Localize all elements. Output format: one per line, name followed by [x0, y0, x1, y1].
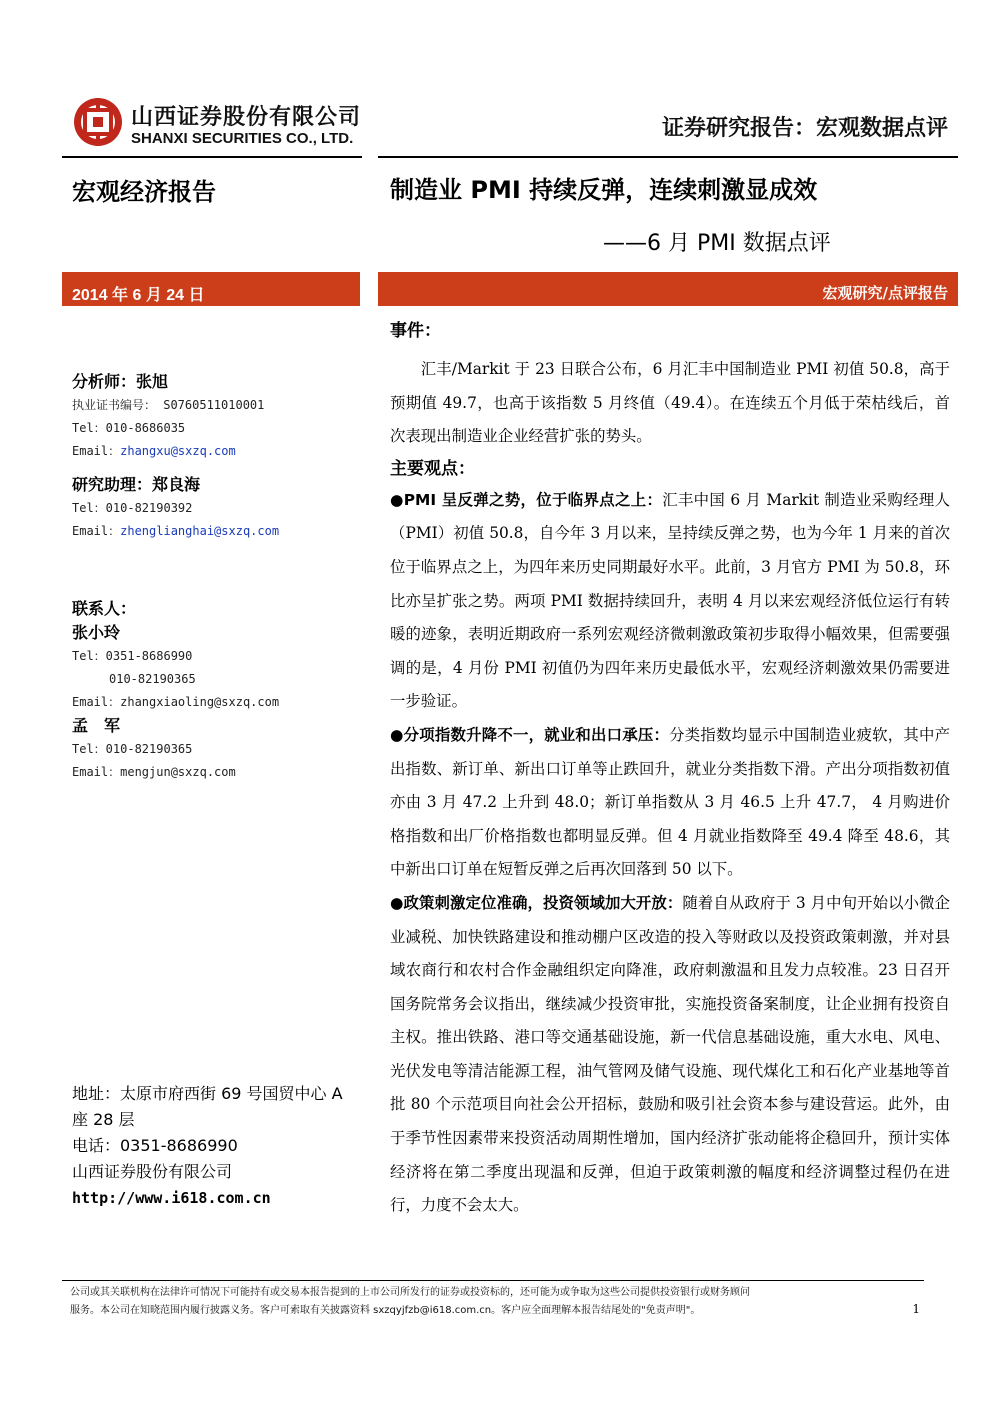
assistant-email-label: Email： — [72, 524, 121, 538]
page-subtitle: ——6 月 PMI 数据点评 — [603, 231, 831, 256]
contact-name: 张小玲 — [72, 623, 121, 642]
header-divider-left — [62, 156, 362, 158]
company-name-cn: 山西证券股份有限公司 — [131, 105, 362, 130]
assistant-email-link[interactable]: zhenglianghai@sxzq.com — [120, 524, 280, 538]
views-heading: 主要观点： — [390, 458, 475, 479]
point-body: 随着自从政府于 3 月中旬开始以小微企业减税、加快铁路建设和推动棚户区改造的投入等财政以及投资政策刺激，并对县域农商行和农村合作金融组织定向降准，政府刺激温和且发力点较准。23 日召开国务院常务会议指出，继续减少投资审批，实施投资备案制度，让企业拥有投资自主权。推出铁路、港口等交通基础设施，新一代信息基础设施，重大水电、风电、光伏发电等清洁能源工程，油气管网及储气设施、现代煤化工和石化产业基地等首批 80 个示范项目向社会公开招标，鼓励和吸引社会资本参与建设营运。此外，由于季节性因素带来投资活动周期性增加，国内经济扩张动能将企稳回升，预计实体经济将在第二季度出现温和反弹，但迫于政策刺激的幅度和经济调整过程仍在进行，力度不会太大。 — [390, 893, 950, 1215]
footer-divider — [62, 1280, 924, 1281]
point-body: 分类指数均显示中国制造业疲软，其中产出指数、新订单、新出口订单等止跌回升，就业分类指数下滑。产出分项指数初值亦由 3 月 47.2 上升到 48.0；新订单指数从 3 月 46.5 上升 47.7， 4 月购进价格指数和出厂价格指数也都明显反弹。但 4 月就业指数降至 49.4 降至 48.6，其中新出口订单在短暂反弹之后再次回落到 50 以下。 — [390, 725, 950, 879]
analyst-email-label: Email： — [72, 444, 121, 458]
assistant-heading: 研究助理：郑良海 — [72, 475, 201, 494]
contact-tel: Tel：010-82190365 — [72, 742, 193, 756]
company-logo-icon — [72, 96, 124, 148]
company-name-en: SHANXI SECURITIES CO., LTD. — [131, 130, 354, 147]
contact-email[interactable]: Email：mengjun@sxzq.com — [72, 765, 236, 779]
point-body: 汇丰中国 6 月 Markit 制造业采购经理人（PMI）初值 50.8，自今年 3 月以来，呈持续反弹之势，也为今年 1 月来的首次位于临界点之上，为四年来历史同期最好水平。此前，3 月官方 PMI 为 50.8，环比亦呈扩张之势。两项 PMI 数据持续回升，表明 4 月以来宏观经济低位运行有转暖的迹象，表明近期政府一系列宏观经济微刺激政策初步取得小幅效果，但需要强调的是，4 月份 PMI 初值仍为四年来历史最低水平，宏观经济刺激效果仍需要进一步验证。 — [390, 490, 950, 711]
point-heading: ●分项指数升降不一，就业和出口承压： — [390, 725, 670, 744]
point-paragraph — [390, 887, 950, 1223]
event-paragraph: 汇丰/Markit 于 23 日联合公布，6 月汇丰中国制造业 PMI 初值 50.8，高于预期值 49.7，也高于该指数 5 月终值（49.4）。在连续五个月低于荣枯线后，首次表现出制造业企业经营扩张的势头。 — [390, 360, 950, 446]
contact-tel: Tel：0351-8686990 — [72, 649, 193, 663]
point-paragraph — [390, 484, 950, 719]
page-number: 1 — [912, 1302, 920, 1316]
report-category: 证券研究报告：宏观数据点评 — [661, 116, 948, 141]
company-name-footer: 山西证券股份有限公司 — [72, 1162, 233, 1181]
header-divider-right — [378, 156, 958, 158]
company-address-block — [72, 1081, 362, 1211]
company-phone: 电话：0351-8686990 — [72, 1136, 238, 1155]
assistant-email-line — [72, 520, 362, 543]
contact-name: 孟 军 — [72, 716, 121, 735]
company-website-link[interactable]: http://www.i618.com.cn — [72, 1189, 271, 1207]
analyst-cert: 执业证书编号： S0760511010001 — [72, 398, 265, 412]
address-line-2: 座 28 层 — [72, 1110, 135, 1129]
page-title: 制造业 PMI 持续反弹，连续刺激显成效 — [390, 176, 818, 204]
contacts-heading: 联系人： — [72, 599, 137, 618]
event-heading: 事件： — [390, 321, 441, 341]
report-type: 宏观经济报告 — [72, 178, 216, 206]
assistant-tel: Tel：010-82190392 — [72, 501, 193, 515]
footer-disclaimer — [70, 1284, 920, 1320]
sidebar — [72, 370, 362, 784]
address-line-1: 地址：太原市府西街 69 号国贸中心 A — [72, 1084, 343, 1103]
analyst-email-link[interactable]: zhangxu@sxzq.com — [120, 444, 236, 458]
report-date: 2014 年 6 月 24 日 — [62, 272, 360, 306]
analyst-heading: 分析师：张旭 — [72, 372, 169, 391]
contact-tel-2: 010-82190365 — [109, 672, 196, 686]
report-section: 宏观研究/点评报告 — [378, 272, 958, 306]
main-content — [390, 318, 950, 1223]
disclaimer-line-2: 服务。本公司在知晓范围内履行披露义务。客户可索取有关披露资料 sxzqyjfzb@i618.com.cn。客户应全面理解本报告结尾处的"免责声明"。 — [70, 1305, 701, 1316]
point-heading: ●PMI 呈反弹之势，位于临界点之上： — [390, 490, 663, 509]
point-paragraph — [390, 719, 950, 887]
disclaimer-line-1: 公司或其关联机构在法律许可情况下可能持有或交易本报告提到的上市公司所发行的证券或投资标的，还可能为或争取为这些公司提供投资银行或财务顾问 — [70, 1287, 750, 1298]
contact-email[interactable]: Email：zhangxiaoling@sxzq.com — [72, 695, 280, 709]
point-heading: ●政策刺激定位准确，投资领域加大开放： — [390, 893, 683, 912]
analyst-tel: Tel：010-8686035 — [72, 421, 186, 435]
analyst-email-line — [72, 440, 362, 463]
